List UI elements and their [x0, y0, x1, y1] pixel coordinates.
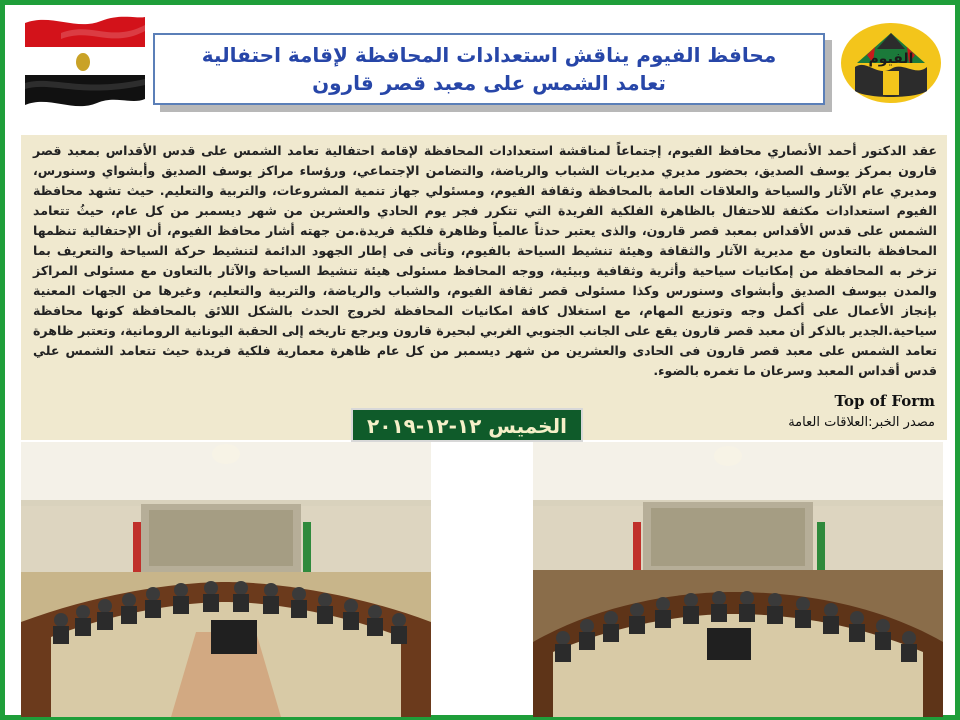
title-box: [153, 33, 825, 105]
top-of-form-label: Top of Form: [834, 392, 935, 410]
article-block: [21, 135, 947, 440]
article-body: عقد الدكتور أحمد الأنصاري محافظ الفيوم، إجتماعاً لمناقشة استعدادات المحافظة لإقامة احتفالية تعامد الشمس على قدس الأقداس بمعبد قصر قارون بمركز يوسف الصديق، بحضور مديري مديريات الشباب والرياضة، والتضامن الإجتماعي، ورؤساء مراكز يوسف الصديق وأبشواي وسنورس، ومديري عام الآثار والسياحة والعلاقات العامة بالمحافظة وثقافة الفيوم، ومسئولي جهاز تنمية المشروعات، والتربية والتعليم. حيث تشهد محافظة الفيوم استعدادات مكثفة للاحتفال بالظاهرة الفلكية الفريدة التي تتكرر فجر يوم الحادي والعشرين من شهر ديسمبر من كل عام، حيثُ تتعامد الشمس على قدس الأقداس بمعبد قصر قارون، والذى يعتبر حدثاً عالمياً وظاهرة فلكية فريدة.من جهته أشار محافظ الفيوم، أن الإحتفالية تنظمها المحافظة بالتعاون مع مديرية الآثار والثقافة وهيئة تنشيط السياحة بالفيوم، وتأتى فى إطار الجهود الدائمة لتنشيط حركة السياحة والتعريف بما تزخر به المحافظة من إمكانيات سياحية وأثرية وثقافية وبيئية، ووجه المحافظ مسئولى هيئة تنشيط السياحة والآثار بالتعاون مع مسئولى المراكز والمدن بيوسف الصديق وأبشواى وسنورس وكذا مسئولى قصر ثقافة الفيوم، والشباب والرياضة، والتربية والتعليم، وغيرها من الجهات المعنية بإنجاز الأعمال على أكمل وجه وتوزيع المهام، مع استغلال كافة امكانيات المحافظة لخروج الحدث بالشكل اللائق بالمحافظة كونها محافظة سياحية.الجدير بالذكر أن معبد قصر قارون يقع على الجانب الجنوبي الغربي لبحيرة قارون ويرجع تاريخه إلى الحقبة اليونانية الرومانية، وتعتبر ظاهرة تعامد الشمس على معبد قصر قارون فى الحادى والعشرين من شهر ديسمبر من كل عام ظاهرة معمارية فلكية فريدة حيث تتعامد الشمس علي قدس أقداس المعبد وسرعان ما تغمره بالضوء.: [33, 143, 937, 378]
svg-text:الفيوم: الفيوم: [868, 51, 914, 67]
date-badge: [351, 408, 583, 442]
page-title: محافظ الفيوم يناقش استعدادات المحافظة لإقامة احتفالية تعامد الشمس على معبد قصر قارون: [201, 43, 777, 95]
meeting-photo-right: [533, 442, 943, 717]
news-source: مصدر الخبر:العلاقات العامة: [788, 415, 935, 430]
egypt-flag-icon: [21, 13, 149, 113]
fayoum-governorate-logo-icon: [837, 19, 945, 105]
date-text: الخميس ١٢-١٢-٢٠١٩: [367, 414, 567, 438]
meeting-photo-left: [21, 442, 431, 717]
